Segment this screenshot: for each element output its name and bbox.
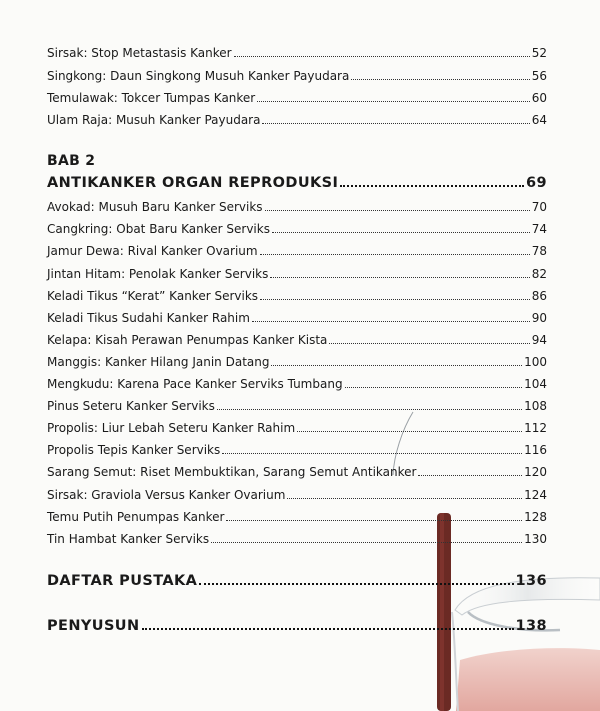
dot-leader xyxy=(211,542,522,543)
dot-leader xyxy=(222,453,522,454)
toc-entry[interactable]: Jamur Dewa: Rival Kanker Ovarium 78 xyxy=(47,244,547,258)
toc-entry[interactable]: Singkong: Daun Singkong Musuh Kanker Payudara 56 xyxy=(47,69,547,83)
toc-entry[interactable]: Sirsak: Stop Metastasis Kanker 52 xyxy=(47,46,547,60)
toc-entry[interactable]: Ulam Raja: Musuh Kanker Payudara 64 xyxy=(47,113,547,127)
toc-entry[interactable]: Keladi Tikus “Kerat” Kanker Serviks 86 xyxy=(47,289,547,303)
dot-leader xyxy=(260,299,530,300)
toc-entry[interactable]: Mengkudu: Karena Pace Kanker Serviks Tumbang 104 xyxy=(47,377,547,391)
toc-entry[interactable]: Cangkring: Obat Baru Kanker Serviks 74 xyxy=(47,222,547,236)
chapter-label: BAB 2 xyxy=(47,153,96,169)
dot-leader xyxy=(340,185,524,187)
dot-leader xyxy=(252,321,530,322)
bibliography-entry[interactable]: DAFTAR PUSTAKA 136 xyxy=(47,573,547,589)
dot-leader xyxy=(329,343,529,344)
toc-entry[interactable]: Temulawak: Tokcer Tumpas Kanker 60 xyxy=(47,91,547,105)
dot-leader xyxy=(226,520,522,521)
dot-leader xyxy=(257,101,529,102)
dot-leader xyxy=(234,56,530,57)
toc-entry[interactable]: Avokad: Musuh Baru Kanker Serviks 70 xyxy=(47,200,547,214)
dot-leader xyxy=(297,431,522,432)
dot-leader xyxy=(418,475,522,476)
toc-entry[interactable]: Jintan Hitam: Penolak Kanker Serviks 82 xyxy=(47,267,547,281)
authors-entry[interactable]: PENYUSUN 138 xyxy=(47,618,547,634)
toc-entry[interactable]: Keladi Tikus Sudahi Kanker Rahim 90 xyxy=(47,311,547,325)
dot-leader xyxy=(265,210,530,211)
toc-entry[interactable]: Manggis: Kanker Hilang Janin Datang 100 xyxy=(47,355,547,369)
toc-entry[interactable]: Propolis Tepis Kanker Serviks 116 xyxy=(47,443,547,457)
toc-entry[interactable]: Temu Putih Penumpas Kanker 128 xyxy=(47,510,547,524)
dot-leader xyxy=(217,409,522,410)
toc-entry[interactable]: Sirsak: Graviola Versus Kanker Ovarium 124 xyxy=(47,488,547,502)
toc-entry[interactable]: Sarang Semut: Riset Membuktikan, Sarang Semut Antikanker 120 xyxy=(47,465,547,479)
dot-leader xyxy=(199,583,513,585)
dot-leader xyxy=(270,277,529,278)
dot-leader xyxy=(262,123,529,124)
dot-leader xyxy=(351,79,529,80)
toc-entry[interactable]: Pinus Seteru Kanker Serviks 108 xyxy=(47,399,547,413)
dot-leader xyxy=(272,232,530,233)
toc-entry[interactable]: Propolis: Liur Lebah Seteru Kanker Rahim 112 xyxy=(47,421,547,435)
toc-entry[interactable]: Tin Hambat Kanker Serviks 130 xyxy=(47,532,547,546)
dot-leader xyxy=(260,254,530,255)
dot-leader xyxy=(142,628,514,630)
chapter-title-entry[interactable]: ANTIKANKER ORGAN REPRODUKSI 69 xyxy=(47,175,547,191)
dot-leader xyxy=(287,498,522,499)
toc-entry[interactable]: Kelapa: Kisah Perawan Penumpas Kanker Kista 94 xyxy=(47,333,547,347)
dot-leader xyxy=(271,365,522,366)
dot-leader xyxy=(345,387,523,388)
drink-liquid xyxy=(456,648,600,711)
